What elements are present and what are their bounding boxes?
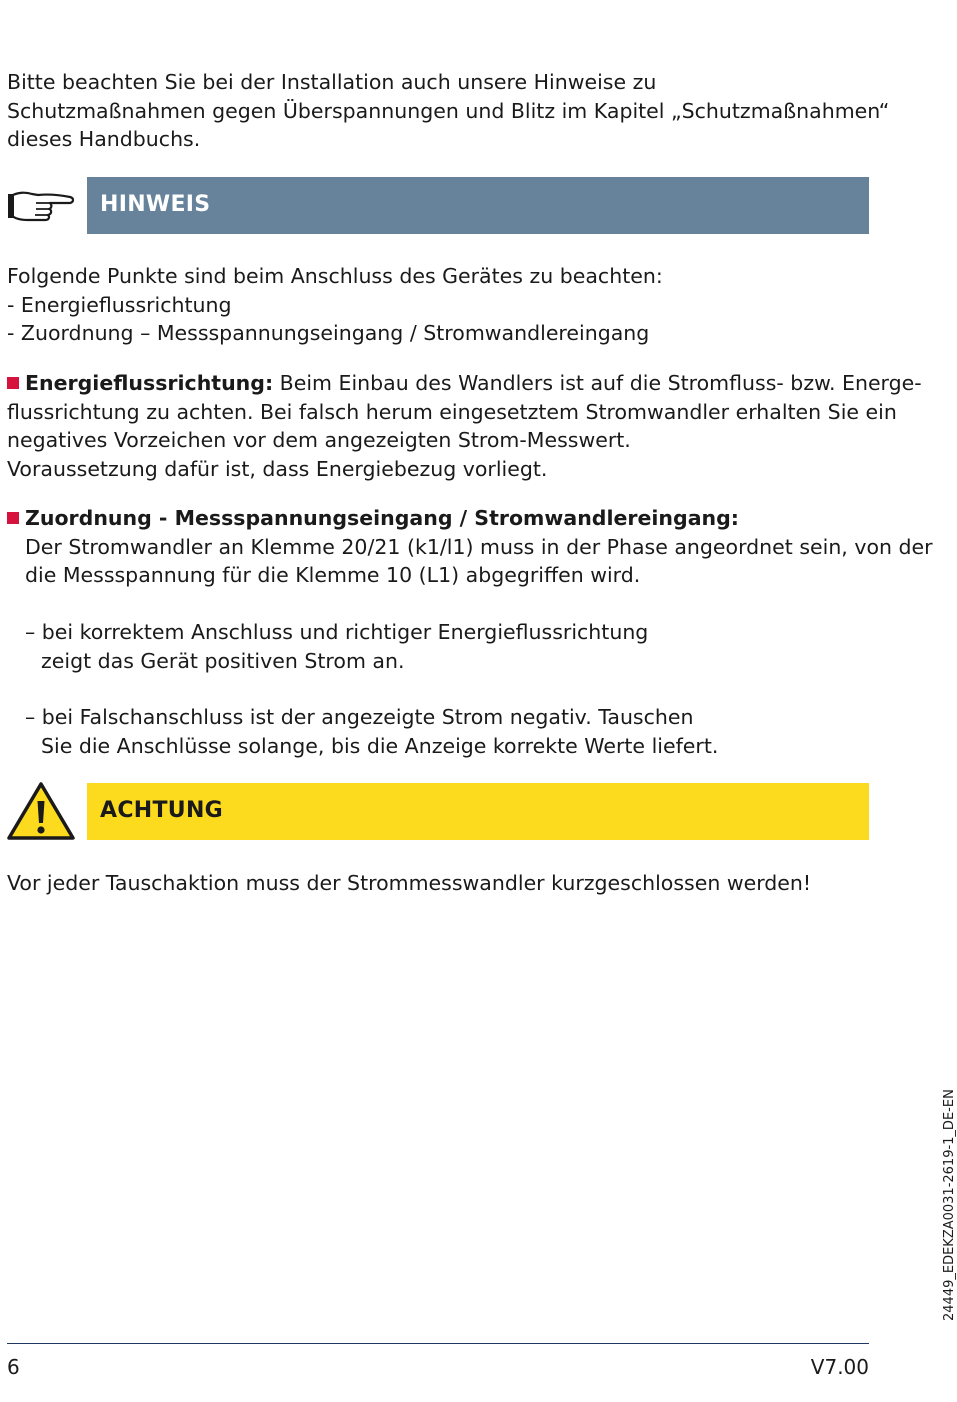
intro-line: Bitte beachten Sie bei der Installation auch unsere Hinweise zu	[7, 70, 657, 94]
section-text: Beim Einbau des Wandlers ist auf die Stromfluss- bzw. Energe-	[273, 371, 922, 395]
section-text-line: Voraussetzung dafür ist, dass Energiebezug vorliegt.	[7, 456, 548, 481]
section-zuordnung	[7, 504, 933, 590]
warning-text-line: Vor jeder Tauschaktion muss der Strommesswandler kurzgeschlossen werden!	[7, 871, 812, 895]
section-text-line: Der Stromwandler an Klemme 20/21 (k1/l1) muss in der Phase angeordnet sein, von der	[25, 534, 933, 559]
warning-triangle-icon	[6, 781, 76, 841]
pointing-hand-icon	[8, 188, 74, 224]
points-line: - Zuordnung – Messspannungseingang / Stromwandlereingang	[7, 321, 650, 345]
note-banner-label: HINWEIS	[100, 192, 211, 218]
list-item-line: zeigt das Gerät positiven Strom an.	[41, 648, 405, 673]
list-item-line: – bei Falschanschluss ist der angezeigte Strom negativ. Tauschen	[25, 705, 694, 729]
warning-banner-label: ACHTUNG	[100, 798, 224, 824]
intro-line: Schutzmaßnahmen gegen Überspannungen und Blitz im Kapitel „Schutzmaßnahmen“	[7, 98, 890, 123]
note-banner	[87, 177, 869, 234]
section-energieflussrichtung	[7, 369, 922, 483]
section-heading: Energieflussrichtung:	[25, 371, 274, 395]
points-line: - Energieflussrichtung	[7, 292, 232, 317]
intro-line: dieses Handbuchs.	[7, 127, 201, 151]
version-label: V7.00	[810, 1355, 869, 1379]
list-item	[7, 618, 877, 675]
points-line: Folgende Punkte sind beim Anschluss des Gerätes zu beachten:	[7, 264, 663, 288]
warning-banner	[87, 783, 869, 840]
section-heading: Zuordnung - Messspannungseingang / Stromwandlereingang:	[25, 506, 739, 530]
section-text-line: die Messspannung für die Klemme 10 (L1) abgegriffen wird.	[25, 563, 641, 587]
section-text-line: flussrichtung zu achten. Bei falsch herum eingesetztem Stromwandler erhalten Sie ein	[7, 399, 897, 424]
list-item-line: – bei korrektem Anschluss und richtiger Energieflussrichtung	[25, 620, 649, 644]
bullet-square-icon	[7, 512, 19, 524]
footer-divider	[7, 1343, 869, 1344]
intro-paragraph	[7, 68, 890, 154]
section-text-line: negatives Vorzeichen vor dem angezeigten Strom-Messwert.	[7, 428, 631, 452]
warning-text	[7, 869, 877, 898]
points-list	[7, 262, 877, 348]
page-number: 6	[7, 1355, 20, 1379]
document-code: 24449_EDEKZA0031-2619-1_DE-EN	[942, 1089, 957, 1321]
list-item-line: Sie die Anschlüsse solange, bis die Anzeige korrekte Werte liefert.	[41, 733, 719, 758]
list-item	[7, 703, 877, 760]
bullet-square-icon	[7, 377, 19, 389]
